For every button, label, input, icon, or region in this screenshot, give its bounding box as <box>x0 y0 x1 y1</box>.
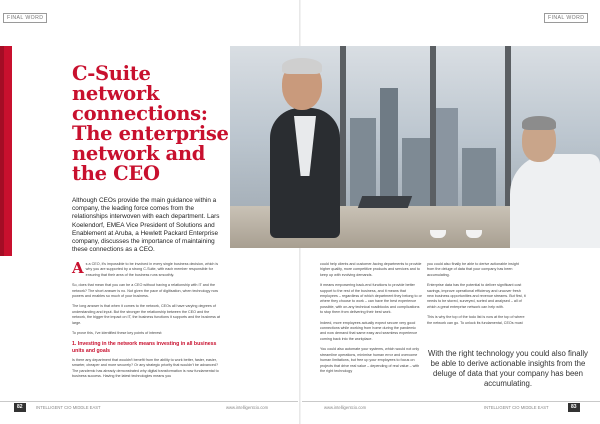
body-paragraph: You could also automate your systems, which would not only streamline operations, minimise human error and overcome human limitations, but free up your employees to focus on projects that drive real value – depending of real value – with the right technology <box>320 347 420 373</box>
publication-name-right: INTELLIGENT CIO MIDDLE EAST <box>484 405 549 410</box>
website-left[interactable]: www.intelligentcio.com <box>226 405 269 410</box>
photo-building <box>350 118 376 208</box>
website-right[interactable]: www.intelligentcio.com <box>324 405 367 410</box>
photo-listener-hair <box>522 116 556 130</box>
page-number-left: 82 <box>14 403 26 412</box>
body-column-1 <box>72 259 224 385</box>
photo-cup <box>430 230 446 238</box>
photo-building <box>380 88 398 208</box>
body-column-3 <box>427 262 527 331</box>
footer-rule-left <box>0 401 298 402</box>
article-photo <box>230 46 600 248</box>
body-paragraph: Enterprise data has the potential to deliver significant cost savings, improve operational efficiency and uncover fresh new business opportunities and revenue streams. But first, it needs to be stored, surveyed, sorted and analysed – all of which a great enterprise network can help with. <box>427 283 526 309</box>
body-paragraph: It means empowering back-end functions to provide better support to the rest of the business, and it means that employees – regardless of which department they belong to or where they choose to work – can have the best experience possible, with on-any technical roadblocks and complications to stop them from delivering their best work. <box>320 283 422 315</box>
body-paragraph: As a CEO, it's impossible to be involved in every single business decision, which is why you are supported by a strong C-Suite, with each member responsible for ensuring that their area of the business runs smoothly. <box>72 259 219 277</box>
section-tag-right: FINAL WORD <box>544 13 588 23</box>
body-paragraph: could help clients and customer-facing departments to provide higher quality, more competitive products and services and to keep up with evolving demands. <box>320 262 422 277</box>
section-subhead: 1. Investing in the network means investing in all business units and goals <box>72 341 217 354</box>
article-standfirst: Although CEOs provide the main guidance within a company, the leading force comes from the relationships interwoven with each department. Lars Koelendorf, EMEA Vice President of Solutions and Enablement at Aruba, a Hewlett Packard Enterprise company, discusses the importance of maintaining these connections as a CEO. <box>72 197 220 254</box>
body-paragraph: This is why the top of the todo list is now at the top of where the network can go. To unlock its fundamental, CEOs must <box>427 315 525 325</box>
article-title: C-Suite network connections: The enterprise network and the CEO <box>72 62 229 185</box>
body-column-2 <box>320 262 422 379</box>
photo-presenter-hair <box>282 58 322 74</box>
body-paragraph: To prove this, I've identified these key points of interest: <box>72 331 163 336</box>
photo-listener <box>510 154 600 248</box>
body-paragraph: The long answer is that when it comes to the network, CEOs all have varying degrees of understanding and input. But the stronger the relationship between the CEO and the network, the bigger the impact on IT, the business functions it supports and the business at large. <box>72 304 220 325</box>
accent-bar-dark <box>0 46 4 256</box>
photo-laptop <box>358 196 412 208</box>
body-paragraph: Indeed, more employees actually expect secure very good connections while working from home during the pandemic and now demand that same easy and seamless experience coming back into the workplace. <box>320 320 418 341</box>
section-tag-left: FINAL WORD <box>3 13 47 23</box>
page-number-right: 83 <box>568 403 580 412</box>
footer-rule-right <box>302 401 600 402</box>
body-paragraph: So, does that mean that you can be a CEO without having a relationship with IT and the network? The short answer is no. Not given the pace of digitisation, when technology now powers and enables so much of your business. <box>72 283 219 299</box>
photo-building <box>462 148 496 208</box>
drop-cap: A <box>72 259 84 277</box>
publication-name-left: INTELLIGENT CIO MIDDLE EAST <box>36 405 101 410</box>
photo-cup <box>466 230 482 238</box>
body-paragraph: you could also finally be able to derive actionable insight from the deluge of data that your company has been accumulating. <box>427 262 519 277</box>
body-paragraph: Is there any department that wouldn't benefit from the ability to work better, faster, easier, smarter, cheaper and more securely? Or any strategic priority that wouldn't be advanced? The pandemic has already demonstrated why digital transformation is now fundamental to business success. Having the latest technologies means you <box>72 357 219 379</box>
pull-quote: With the right technology you could also finally be able to derive actionable insights from the deluge of data that your company has been accumulating. <box>428 349 588 388</box>
photo-building <box>436 108 458 208</box>
